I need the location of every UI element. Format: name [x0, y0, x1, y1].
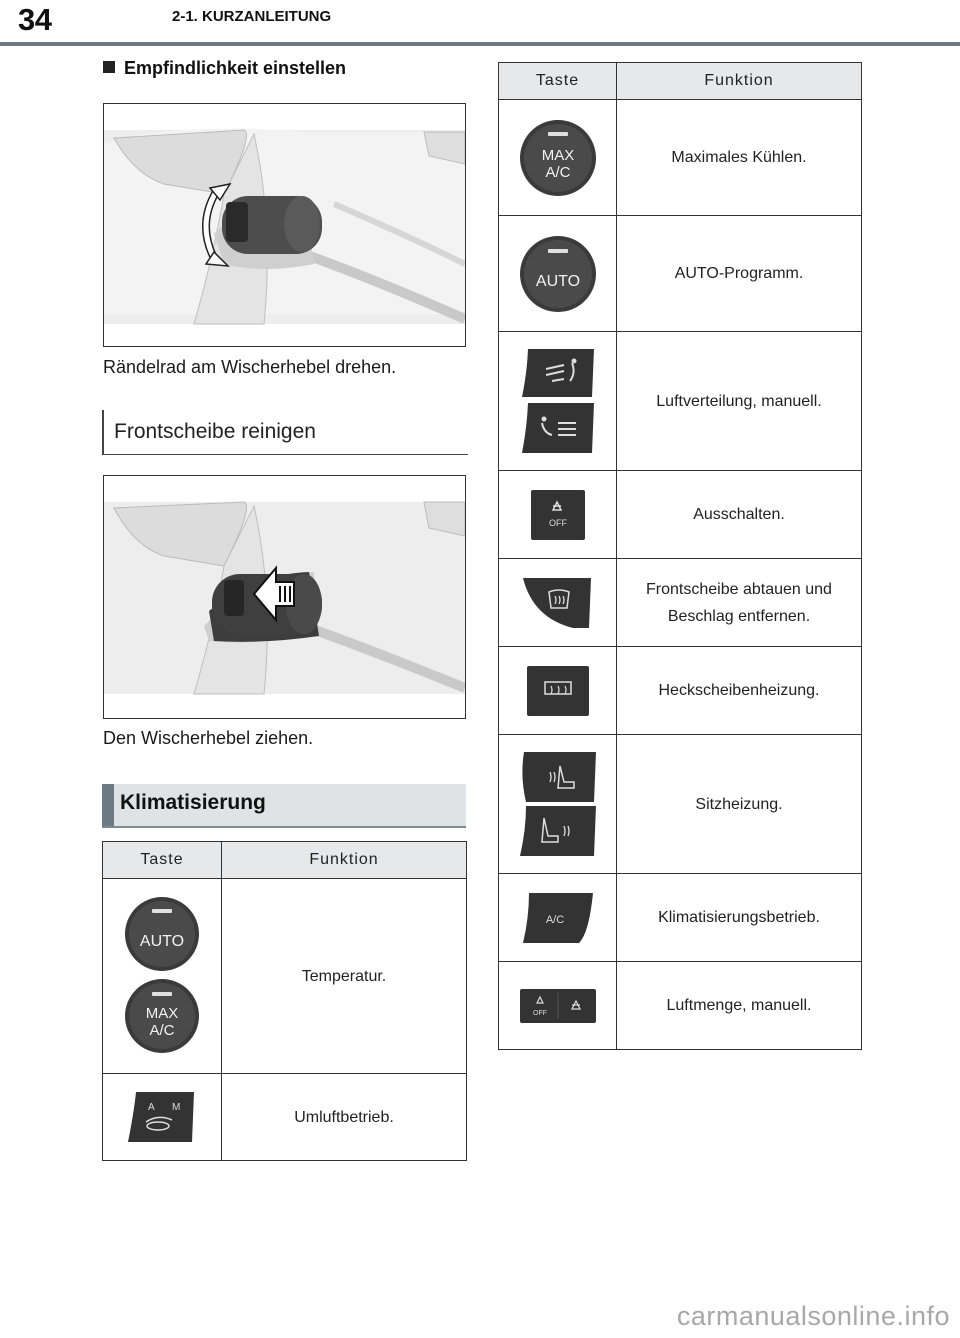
caption-wiper-wheel: Rändelrad am Wischerhebel drehen. — [103, 357, 397, 377]
key-cell — [499, 471, 617, 559]
table-row — [499, 735, 862, 874]
table-row — [499, 471, 862, 559]
key-cell — [103, 879, 222, 1074]
section-heading: 2-1. KURZANLEITUNG — [172, 8, 332, 25]
table-row — [499, 216, 862, 332]
rear-window-heating-button-icon — [527, 666, 589, 716]
recirculation-button-icon — [128, 1092, 196, 1142]
svg-text:AUTO: AUTO — [535, 272, 580, 290]
topic-title: Frontscheibe reinigen — [114, 420, 316, 443]
column-header-key: Taste — [103, 842, 222, 879]
svg-text:A/C: A/C — [545, 913, 564, 926]
function-cell: Luftmenge, manuell. — [617, 962, 862, 1050]
function-line-2: Beschlag entfernen. — [667, 607, 811, 625]
table-row — [499, 332, 862, 471]
key-cell — [499, 962, 617, 1050]
svg-text:OFF: OFF — [532, 1009, 547, 1017]
function-cell: Maximales Kühlen. — [617, 100, 862, 216]
climate-table-right — [498, 62, 862, 1050]
subheading — [103, 58, 346, 79]
windshield-defrost-button-icon — [523, 578, 593, 628]
column-header-key: Taste — [499, 63, 617, 100]
table-row — [499, 874, 862, 962]
wiper-pull-illustration — [104, 476, 465, 718]
key-cell — [499, 647, 617, 735]
key-cell — [499, 100, 617, 216]
function-cell: Heckscheibenheizung. — [617, 647, 862, 735]
table-row — [499, 647, 862, 735]
watermark: carmanualsonline.info — [676, 1301, 950, 1331]
table-row — [499, 100, 862, 216]
key-cell — [499, 735, 617, 874]
ac-button-icon — [523, 893, 593, 943]
svg-text:A/C: A/C — [149, 1022, 175, 1039]
subheading-text: Empfindlichkeit einstellen — [124, 58, 347, 78]
climate-section-band — [102, 784, 466, 828]
key-cell — [499, 216, 617, 332]
seat-heating-buttons-icon — [520, 752, 596, 856]
column-header-function: Funktion — [222, 842, 467, 879]
key-cell — [103, 1074, 222, 1161]
svg-text:MAX: MAX — [145, 1005, 179, 1022]
function-line-1: Frontscheibe abtauen und — [646, 580, 832, 598]
table-row — [499, 559, 862, 647]
table-row — [103, 1074, 467, 1161]
function-cell: AUTO-Programm. — [617, 216, 862, 332]
band-accent-bar — [102, 784, 114, 826]
auto-button-icon — [518, 234, 598, 314]
topic-box — [102, 410, 468, 455]
climate-section-title: Klimatisierung — [120, 791, 266, 814]
air-distribution-buttons-icon — [522, 349, 594, 453]
function-cell — [617, 559, 862, 647]
key-cell — [499, 874, 617, 962]
table-row — [499, 962, 862, 1050]
key-cell — [499, 332, 617, 471]
function-cell: Temperatur. — [222, 879, 467, 1074]
page-number: 34 — [18, 2, 52, 37]
key-cell — [499, 559, 617, 647]
max-ac-button-icon — [518, 118, 598, 198]
table-header-row — [103, 842, 467, 879]
figure-wiper-wheel — [103, 103, 466, 347]
function-cell: Ausschalten. — [617, 471, 862, 559]
svg-text:A: A — [148, 1102, 155, 1113]
off-button-icon — [531, 490, 585, 540]
table-header-row — [499, 63, 862, 100]
column-header-function: Funktion — [617, 63, 862, 100]
table-row — [103, 879, 467, 1074]
caption-wiper-pull: Den Wischerhebel ziehen. — [103, 728, 314, 748]
svg-text:A/C: A/C — [544, 163, 571, 181]
bullet-square-icon — [103, 61, 115, 73]
wiper-wheel-illustration — [104, 104, 465, 346]
auto-and-max-ac-button-icon — [122, 894, 202, 1058]
function-cell: Luftverteilung, manuell. — [617, 332, 862, 471]
climate-table-left — [102, 841, 467, 1161]
svg-text:AUTO: AUTO — [139, 933, 185, 950]
function-cell: Umluftbetrieb. — [222, 1074, 467, 1161]
function-cell: Sitzheizung. — [617, 735, 862, 874]
figure-wiper-pull — [103, 475, 466, 719]
fan-speed-buttons-icon — [520, 989, 596, 1023]
svg-text:M: M — [172, 1102, 181, 1113]
svg-text:OFF: OFF — [548, 517, 567, 528]
function-cell: Klimatisierungsbetrieb. — [617, 874, 862, 962]
svg-text:MAX: MAX — [541, 146, 574, 164]
header-rule — [0, 42, 960, 46]
